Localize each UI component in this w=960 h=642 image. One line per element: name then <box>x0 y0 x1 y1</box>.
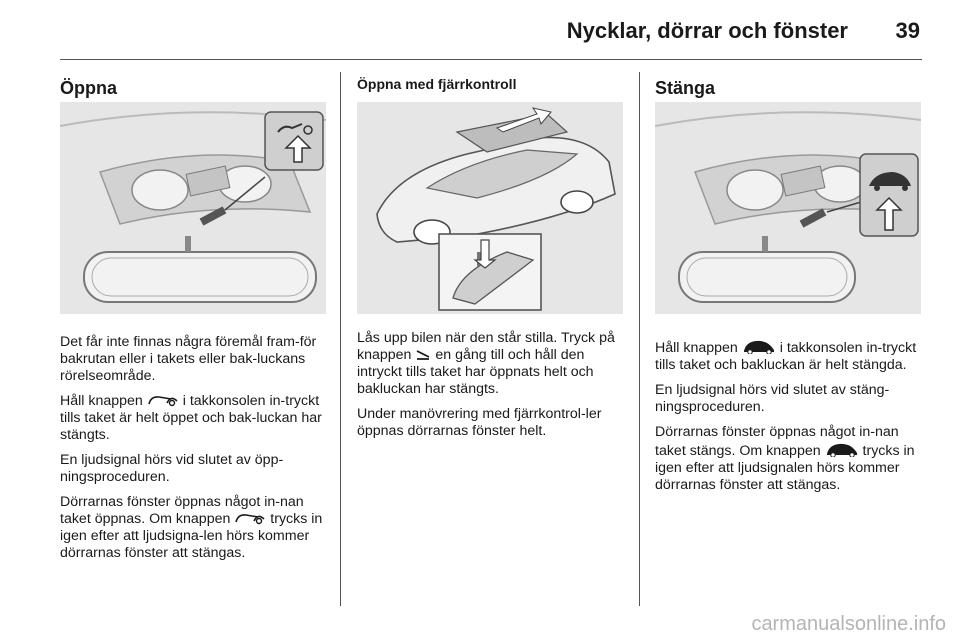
page-number: 39 <box>895 18 920 43</box>
paragraph <box>655 338 921 374</box>
roof-close-icon <box>742 338 776 354</box>
text-fragment: Håll knappen <box>60 393 143 409</box>
body-open-remote <box>357 330 623 448</box>
text-fragment: i takkonsolen in-tryckt tills taket och bakluckan är helt stängda. <box>655 340 917 373</box>
column-open-remote <box>357 72 623 439</box>
text-fragment: Dörrarnas fönster öppnas något in-nan taket stängs. Om knappen <box>655 424 899 459</box>
body-close <box>655 338 921 502</box>
paragraph: Under manövrering med fjärrkontrol-ler öppnas dörrarnas fönster helt. <box>357 406 602 439</box>
paragraph <box>655 424 921 494</box>
column-open <box>60 72 326 561</box>
text-fragment: en gång till och håll den intryckt tills taket har öppnats helt och bakluckan har stängts. <box>357 347 594 397</box>
text-fragment: Lås upp bilen när den står stilla. Tryck på knappen <box>357 330 615 363</box>
remote-roof-icon <box>415 349 431 361</box>
heading-open-remote: Öppna med fjärrkontroll <box>357 76 517 92</box>
text-fragment: i takkonsolen in-tryckt tills taket är helt öppet och bak-luckan har stängts. <box>60 393 322 443</box>
heading-close: Stänga <box>655 78 716 98</box>
text-fragment: Håll knappen <box>655 340 738 356</box>
illustration-roof-console-close <box>655 102 921 314</box>
paragraph: En ljudsignal hörs vid slutet av öpp-ningsproceduren. <box>60 452 284 485</box>
header-divider <box>60 59 922 60</box>
section-title: Nycklar, dörrar och fönster <box>566 18 848 43</box>
roof-open-icon <box>234 511 266 525</box>
paragraph <box>357 330 623 398</box>
illustration-car-remote <box>357 102 623 314</box>
page-header <box>0 0 960 62</box>
paragraph <box>60 494 326 562</box>
watermark: carmanualsonline.info <box>751 613 946 635</box>
column-divider-2 <box>639 72 640 606</box>
paragraph <box>60 393 326 444</box>
column-close <box>655 72 921 493</box>
text-fragment: trycks in igen efter att ljudsignalen hörs kommer dörrarnas fönster att stängas. <box>655 443 915 493</box>
illustration-roof-console-open <box>60 102 326 314</box>
paragraph: En ljudsignal hörs vid slutet av stäng-ningsproceduren. <box>655 382 890 415</box>
body-open <box>60 334 326 570</box>
roof-close-icon <box>825 441 859 457</box>
text-fragment: trycks in igen efter att ljudsigna-len hörs kommer dörrarnas fönster att stängas. <box>60 511 323 561</box>
heading-open: Öppna <box>60 78 117 98</box>
column-divider-1 <box>340 72 341 606</box>
text-fragment: Dörrarnas fönster öppnas något in-nan taket öppnas. Om knappen <box>60 494 304 527</box>
paragraph: Det får inte finnas några föremål fram-för bakrutan eller i takets eller bak-luckans rörelseområde. <box>60 334 317 384</box>
roof-open-icon <box>147 393 179 407</box>
